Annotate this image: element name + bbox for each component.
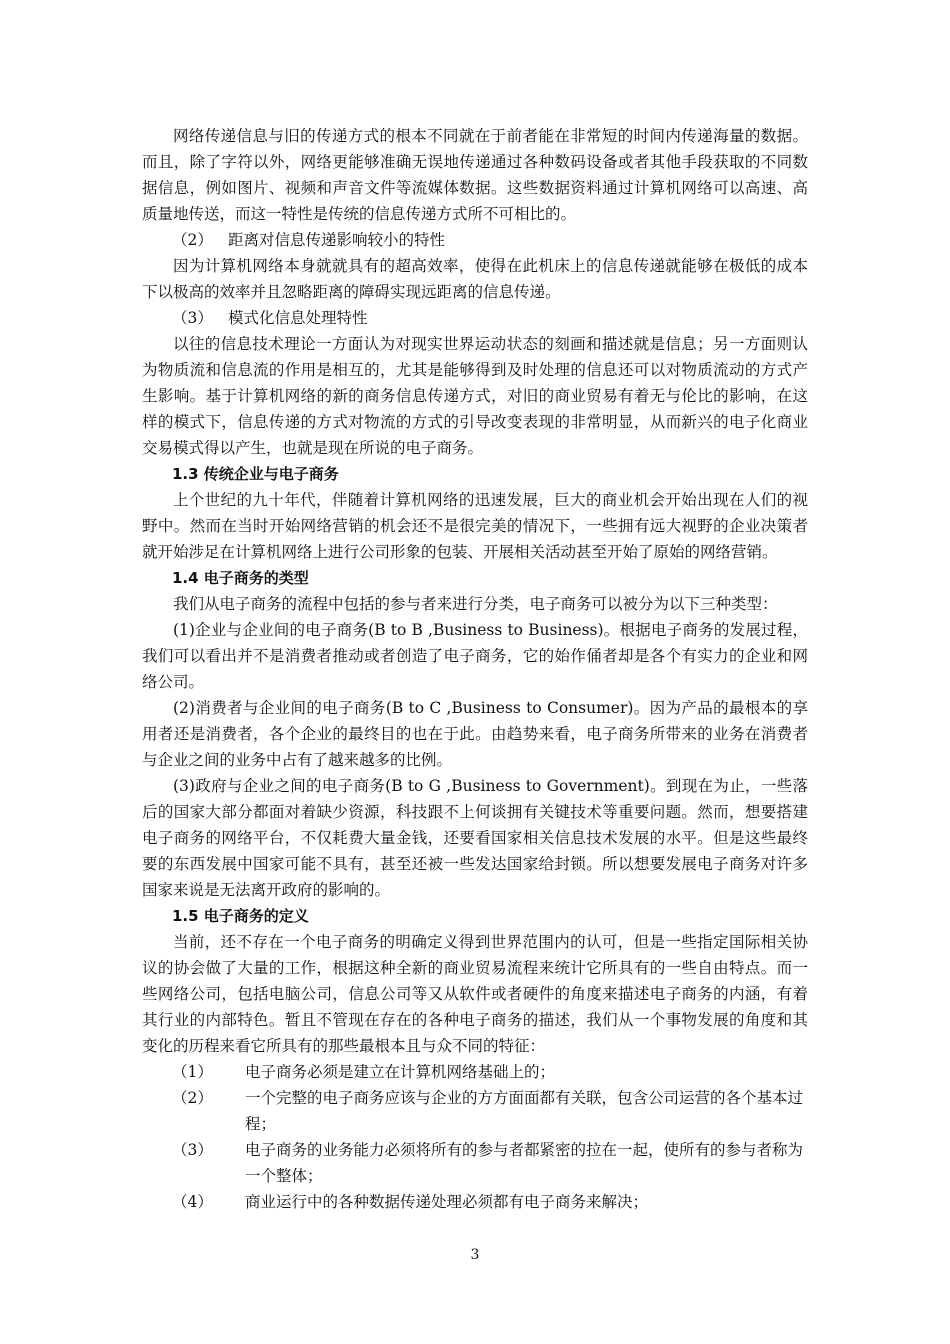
subheading (142, 305, 808, 331)
subheading (142, 227, 808, 253)
list-item-number: （2） (172, 1089, 213, 1107)
subheading-title: 模式化信息处理特性 (228, 309, 368, 327)
page-body (142, 123, 808, 1215)
section-heading-1-4: 1.4 电子商务的类型 (172, 569, 309, 587)
list-item (142, 1059, 808, 1085)
paragraph: 上个世纪的九十年代，伴随着计算机网络的迅速发展，巨大的商业机会开始出现在人们的视野中。然而在当时开始网络营销的机会还不是很完美的情况下，一些拥有远大视野的企业决策者就开始涉足在计算机网络上进行公司形象的包装、开展相关活动甚至开始了原始的网络营销。 (142, 491, 808, 561)
list-item (142, 1189, 808, 1215)
feature-list (142, 1059, 808, 1215)
list-item-text: 商业运行中的各种数据传递处理必须都有电子商务来解决； (245, 1193, 649, 1211)
subheading-title: 距离对信息传递影响较小的特性 (228, 231, 446, 249)
paragraph: (2)消费者与企业间的电子商务(B to C ,Business to Consumer)。因为产品的最根本的享用者还是消费者，各个企业的最终目的也在于此。由趋势来看，电子商务所带来的业务在消费者与企业之间的业务中占有了越来越多的比例。 (142, 699, 808, 769)
paragraph: 我们从电子商务的流程中包括的参与者来进行分类，电子商务可以被分为以下三种类型： (173, 595, 778, 613)
section-heading-1-5: 1.5 电子商务的定义 (172, 907, 309, 925)
section-heading-1-3: 1.3 传统企业与电子商务 (172, 465, 339, 483)
paragraph: 因为计算机网络本身就就具有的超高效率，使得在此机床上的信息传递就能够在极低的成本下以极高的效率并且忽略距离的障碍实现远距离的信息传递。 (142, 257, 808, 301)
subheading-number: （3） (172, 309, 213, 327)
subheading-number: （2） (172, 231, 213, 249)
list-item-text: 一个完整的电子商务应该与企业的方方面面都有关联，包含公司运营的各个基本过程； (245, 1089, 804, 1133)
list-item (142, 1085, 808, 1137)
paragraph: 当前，还不存在一个电子商务的明确定义得到世界范围内的认可，但是一些指定国际相关协议的协会做了大量的工作，根据这种全新的商业贸易流程来统计它所具有的一些自由特点。而一些网络公司，包括电脑公司，信息公司等又从软件或者硬件的角度来描述电子商务的内涵，有着其行业的内部特色。暂且不管现在存在的各种电子商务的描述，我们从一个事物发展的角度和其变化的历程来看它所具有的那些最根本且与众不同的特征： (142, 933, 808, 1055)
paragraph: (1)企业与企业间的电子商务(B to B ,Business to Business)。根据电子商务的发展过程，我们可以看出并不是消费者推动或者创造了电子商务，它的始作俑者却是各个有实力的企业和网络公司。 (142, 621, 808, 691)
list-item-text: 电子商务的业务能力必须将所有的参与者都紧密的拉在一起，使所有的参与者称为一个整体； (245, 1141, 804, 1185)
list-item-text: 电子商务必须是建立在计算机网络基础上的； (245, 1063, 556, 1081)
page-number: 3 (470, 1247, 480, 1263)
list-item (142, 1137, 808, 1189)
list-item-number: （4） (172, 1193, 213, 1211)
list-item-number: （3） (172, 1141, 213, 1159)
paragraph: 以往的信息技术理论一方面认为对现实世界运动状态的刻画和描述就是信息；另一方面则认为物质流和信息流的作用是相互的，尤其是能够得到及时处理的信息还可以对物质流动的方式产生影响。基于计算机网络的新的商务信息传递方式，对旧的商业贸易有着无与伦比的影响，在这样的模式下，信息传递的方式对物流的方式的引导改变表现的非常明显，从而新兴的电子化商业交易模式得以产生，也就是现在所说的电子商务。 (142, 335, 808, 457)
paragraph: (3)政府与企业之间的电子商务(B to G ,Business to Government)。到现在为止，一些落后的国家大部分都面对着缺少资源，科技跟不上何谈拥有关键技术等重要问题。然而，想要搭建电子商务的网络平台，不仅耗费大量金钱，还要看国家相关信息技术发展的水平。但是这些最终要的东西发展中国家可能不具有，甚至还被一些发达国家给封锁。所以想要发展电子商务对许多国家来说是无法离开政府的影响的。 (142, 777, 808, 899)
paragraph: 网络传递信息与旧的传递方式的根本不同就在于前者能在非常短的时间内传递海量的数据。而且，除了字符以外，网络更能够准确无误地传递通过各种数码设备或者其他手段获取的不同数据信息，例如图片、视频和声音文件等流媒体数据。这些数据资料通过计算机网络可以高速、高质量地传送，而这一特性是传统的信息传递方式所不可相比的。 (142, 127, 808, 223)
list-item-number: （1） (172, 1063, 213, 1081)
